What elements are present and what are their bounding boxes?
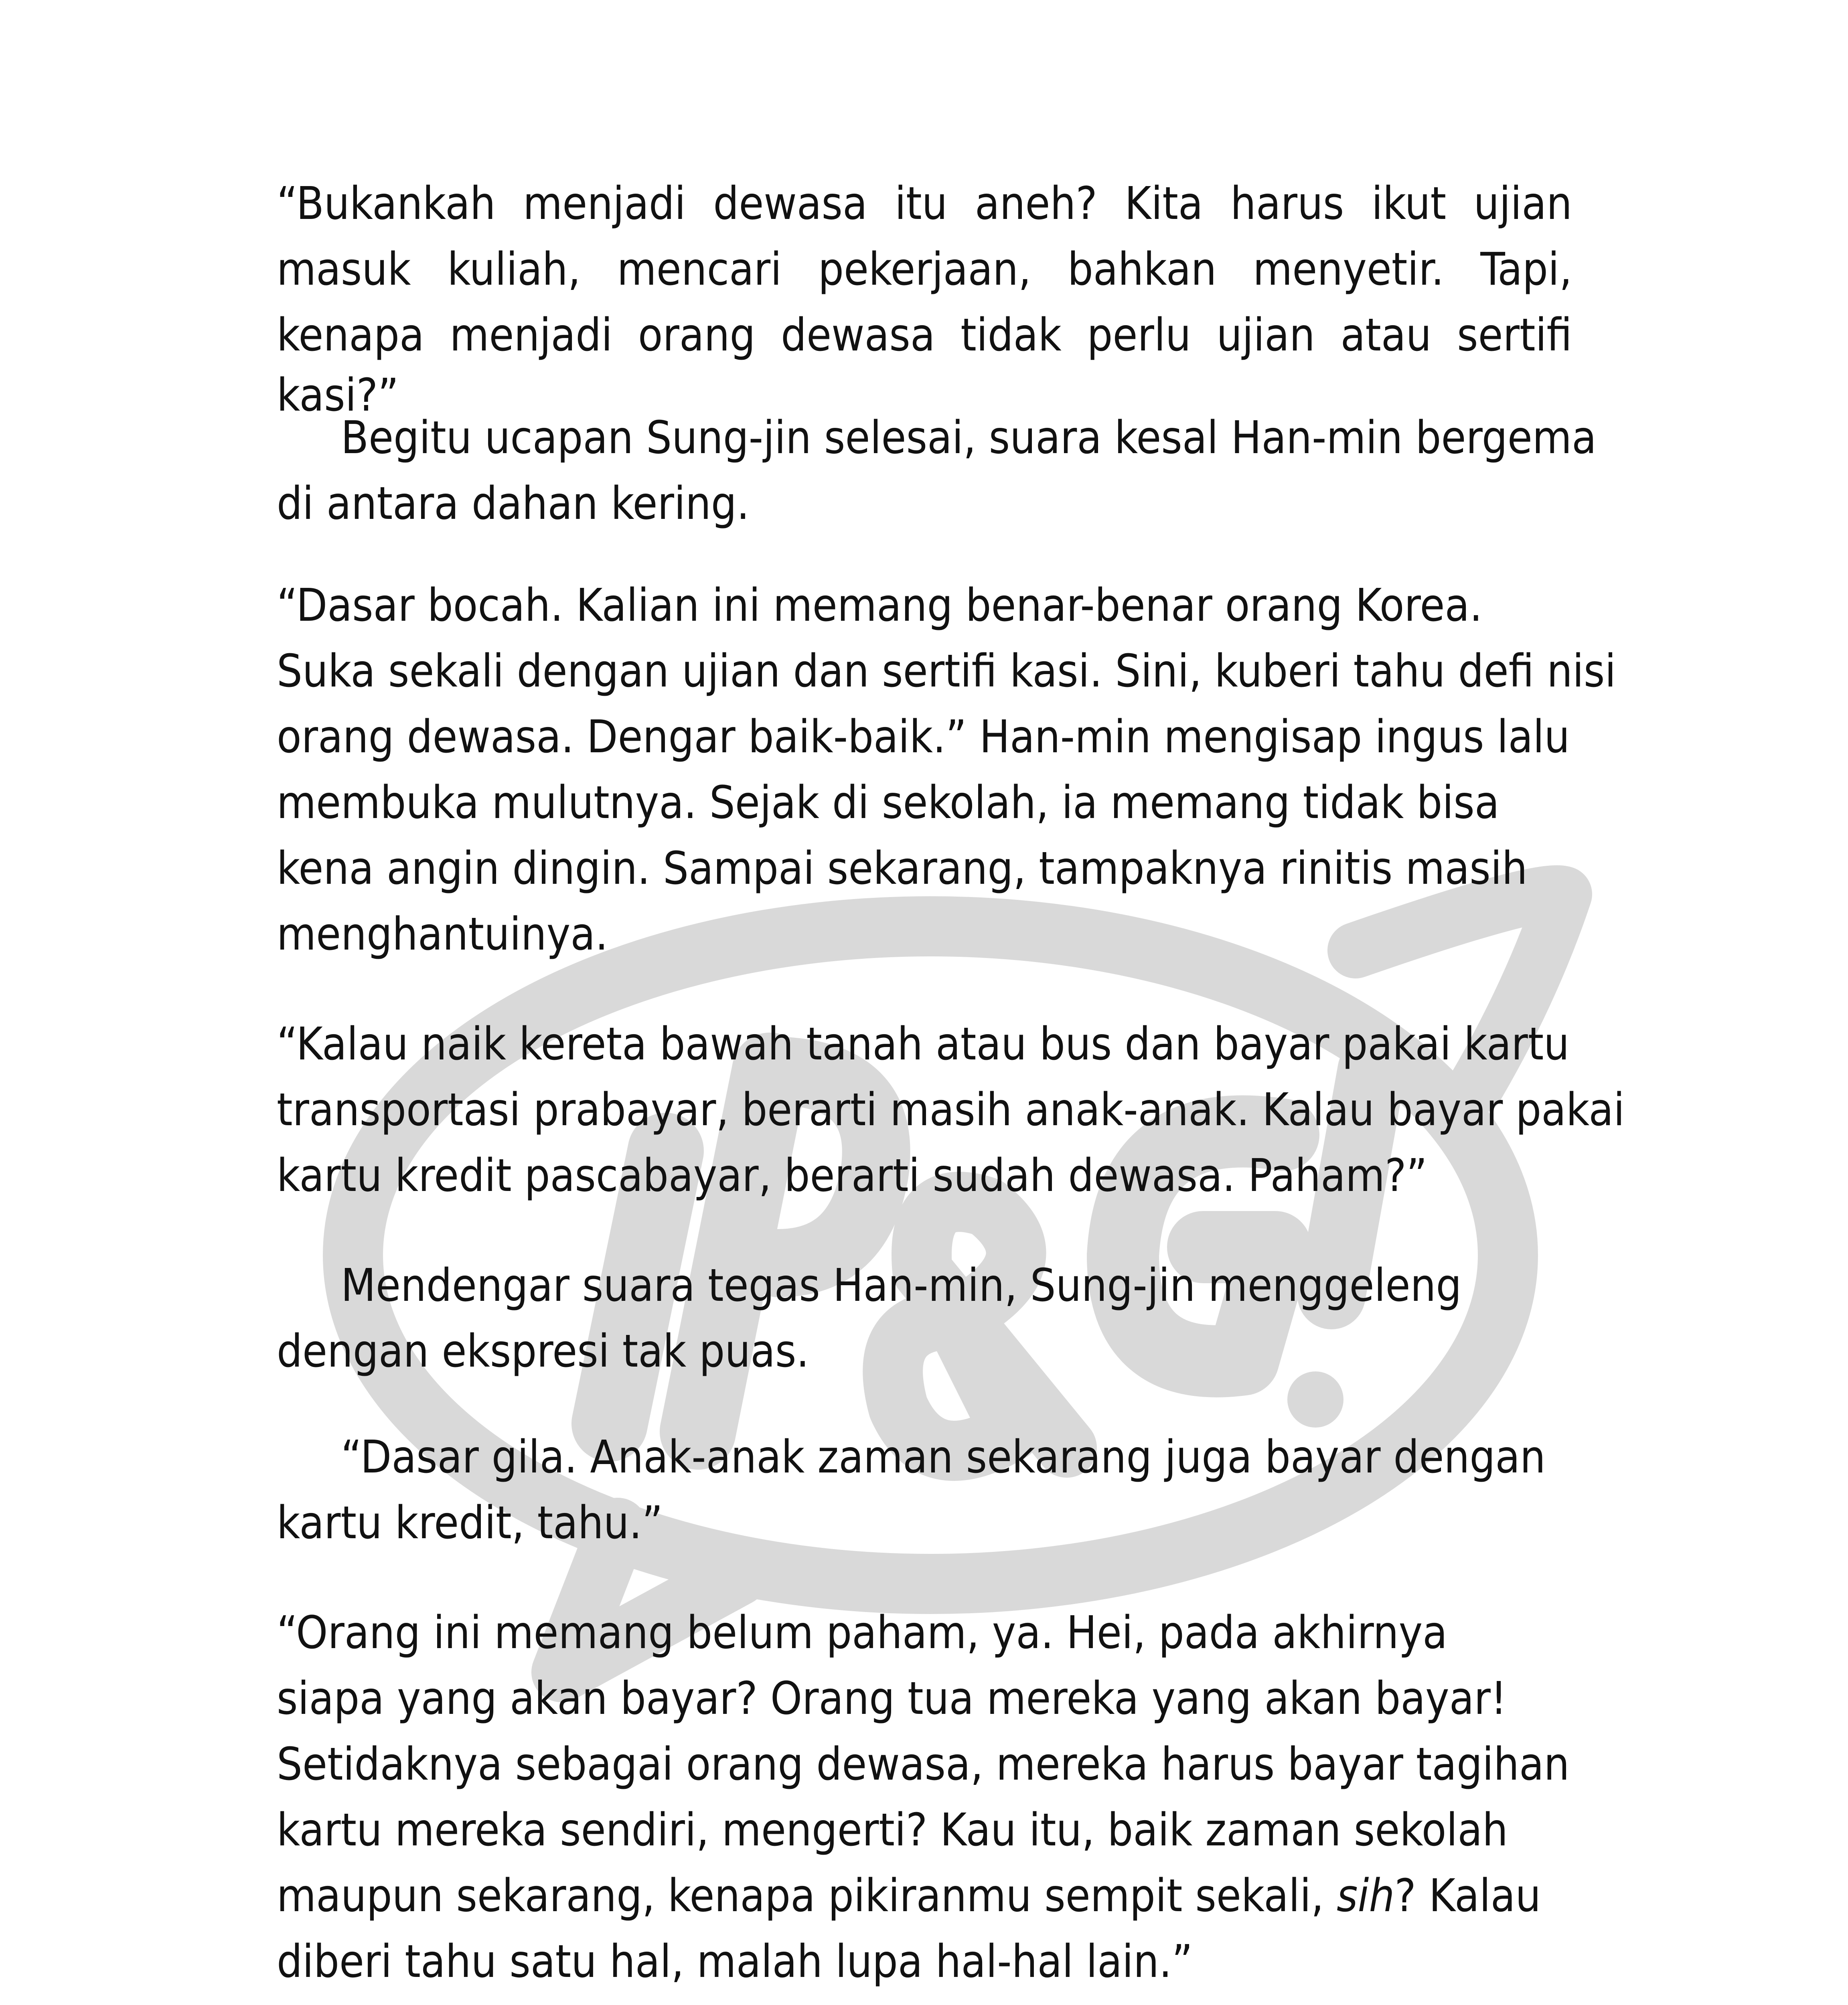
text-line: “Dasar gila. Anak-anak zaman sekarang juga bayar dengan bbox=[341, 1431, 1546, 1483]
text-line: orang dewasa. Dengar baik-baik.” Han-min mengisap ingus lalu bbox=[277, 711, 1570, 763]
text-line: “Dasar bocah. Kalian ini memang benar-benar orang Korea. bbox=[277, 579, 1483, 632]
text-line: “Kalau naik kereta bawah tanah atau bus dan bayar pakai kartu bbox=[277, 1018, 1570, 1070]
text-line: diberi tahu satu hal, malah lupa hal-hal lain.” bbox=[277, 1936, 1193, 1988]
text-line: menghantuinya. bbox=[277, 908, 608, 960]
text-line: Suka sekali dengan ujian dan sertifi kasi. Sini, kuberi tahu defi nisi bbox=[277, 645, 1616, 697]
text-line bbox=[277, 1870, 1541, 1922]
text-line: di antara dahan kering. bbox=[277, 478, 750, 530]
text-line: siapa yang akan bayar? Orang tua mereka yang akan bayar! bbox=[277, 1673, 1507, 1725]
text-line: transportasi prabayar, berarti masih anak-anak. Kalau bayar pakai bbox=[277, 1084, 1625, 1136]
text-line: masuk kuliah, mencari pekerjaan, bahkan menyetir. Tapi, bbox=[277, 243, 1572, 296]
text-line: kasi?” bbox=[277, 369, 399, 421]
text-run: ? Kalau bbox=[1394, 1870, 1541, 1922]
text-line: “Bukankah menjadi dewasa itu aneh? Kita harus ikut ujian bbox=[277, 178, 1572, 230]
text-line: “Orang ini memang belum paham, ya. Hei, pada akhirnya bbox=[277, 1607, 1447, 1659]
text-line: Setidaknya sebagai orang dewasa, mereka harus bayar tagihan bbox=[277, 1738, 1570, 1790]
italic-word: sih bbox=[1337, 1870, 1395, 1922]
text-line: Begitu ucapan Sung-jin selesai, suara kesal Han-min bergema bbox=[341, 412, 1597, 464]
text-line: Mendengar suara tegas Han-min, Sung-jin menggeleng bbox=[341, 1260, 1462, 1312]
text-line: kartu kredit pascabayar, berarti sudah dewasa. Paham?” bbox=[277, 1150, 1427, 1202]
text-line: kena angin dingin. Sampai sekarang, tampaknya rinitis masih bbox=[277, 843, 1528, 895]
text-line: kartu kredit, tahu.” bbox=[277, 1497, 663, 1549]
text-run: maupun sekarang, kenapa pikiranmu sempit sekali, bbox=[277, 1870, 1337, 1922]
text-line: kenapa menjadi orang dewasa tidak perlu ujian atau sertifi bbox=[277, 309, 1572, 361]
text-line: dengan ekspresi tak puas. bbox=[277, 1325, 809, 1377]
text-line: membuka mulutnya. Sejak di sekolah, ia memang tidak bisa bbox=[277, 777, 1499, 829]
text-line: kartu mereka sendiri, mengerti? Kau itu, baik zaman sekolah bbox=[277, 1804, 1508, 1856]
